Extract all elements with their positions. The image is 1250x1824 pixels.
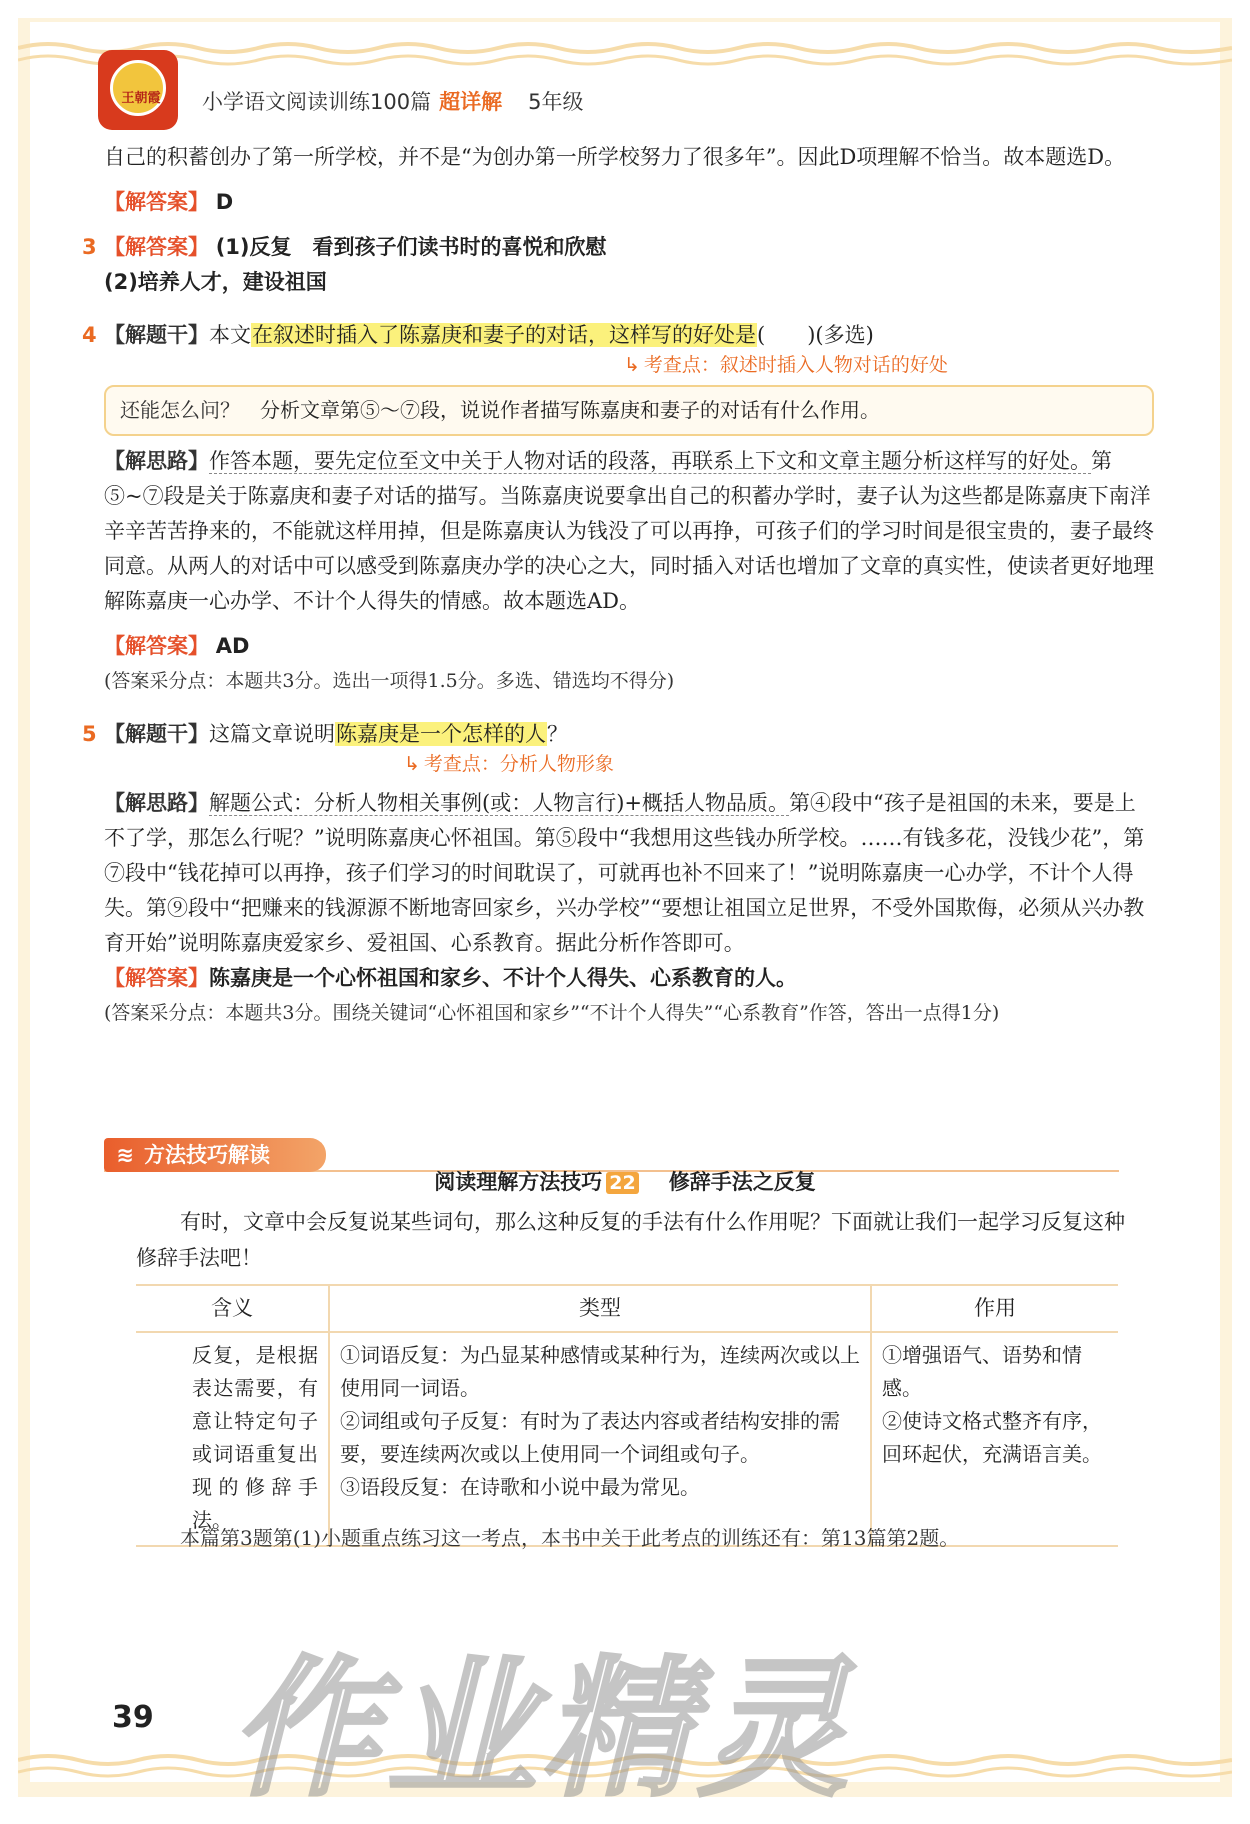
rhetoric-table	[136, 1284, 1118, 1547]
q4-exam-point-note	[104, 353, 1154, 377]
intro-answer	[104, 185, 1154, 220]
meaning-text: 反复，是根据表达需要，有意让特定句子或词语重复出现的修辞手法。	[192, 1343, 318, 1532]
q4-thinking-rest: 第⑤~⑦段是关于陈嘉庚和妻子对话的描写。当陈嘉庚说要拿出自己的积蓄办学时，妻子认为这些都是陈嘉庚下南洋辛辛苦苦挣来的，不能就这样用掉，但是陈嘉庚认为钱没了可以再挣，可孩子们的学习时间是很宝贵的，妻子最终同意。从两人的对话中可以感受到陈嘉庚办学的决心之大，同时插入对话也增加了文章的真实性，使读者更好地理解陈嘉庚一心办学、不计个人得失的情感。故本题选AD。	[104, 449, 1154, 613]
alt-question-label: 还能怎么问？	[120, 398, 240, 422]
answer-value: D	[215, 190, 234, 214]
q5-number: 5	[82, 722, 97, 746]
q5-thinking	[104, 786, 1154, 961]
method-title	[0, 1166, 1250, 1196]
q3-answer	[82, 230, 1154, 265]
method-footnote: 本篇第3题第(1)小题重点练习这一考点，本书中关于此考点的训练还有：第13篇第2题。	[180, 1526, 960, 1550]
q4-stem-suffix: ( )(多选)	[757, 323, 874, 347]
q4-answer	[104, 629, 1154, 664]
q5-answer-value: 陈嘉庚是一个心怀祖国和家乡、不计个人得失、心系教育的人。	[209, 966, 797, 990]
q5-stem-prefix: 这篇文章说明	[209, 722, 335, 746]
q5-stem-tag: 【解题干】	[104, 722, 209, 746]
table-header: 作用	[871, 1285, 1118, 1332]
q5-stem	[82, 717, 1154, 752]
q5-answer	[104, 961, 1154, 996]
q5-note-text: 考查点：分析人物形象	[423, 753, 614, 775]
q5-thinking-tag: 【解思路】	[104, 791, 209, 815]
method-intro	[136, 1204, 1126, 1276]
watermark: 作业精灵	[230, 1643, 855, 1817]
q3-answer-tag: 【解答案】	[104, 235, 209, 259]
menu-lines-icon: ≋	[116, 1143, 134, 1167]
book-logo	[98, 50, 178, 130]
q5-stem-suffix: ？	[547, 722, 568, 746]
q5-exam-point-note	[104, 752, 1154, 776]
table-cell-meaning	[136, 1332, 329, 1546]
book-title-highlight: 超详解	[439, 90, 503, 114]
table-cell-effects	[871, 1332, 1118, 1546]
logo-text: 王朝霞	[121, 91, 161, 106]
q5-thinking-first: 解题公式：分析人物相关事例(或：人物言行)+概括人物品质。	[209, 791, 789, 815]
logo-emblem	[110, 60, 166, 116]
method-title-sub: 修辞手法之反复	[668, 1170, 816, 1194]
q5-answer-tag: 【解答案】	[104, 966, 209, 990]
q4-stem	[82, 318, 1154, 353]
header-title	[202, 86, 583, 116]
answer-tag: 【解答案】	[104, 190, 209, 214]
effect-item: ①增强语气、语势和情感。	[882, 1343, 1082, 1400]
grade-label: 5年级	[528, 90, 584, 114]
q4-thinking-tag: 【解思路】	[104, 449, 209, 473]
effect-item: ②使诗文格式整齐有序，回环起伏，充满语言美。	[882, 1409, 1102, 1466]
q4-answer-value: AD	[215, 634, 250, 658]
q4-stem-prefix: 本文	[209, 323, 251, 347]
type-item: ③语段反复：在诗歌和小说中最为常见。	[340, 1475, 700, 1499]
type-item: ①词语反复：为凸显某种感情或某种行为，连续两次或以上使用同一词语。	[340, 1343, 860, 1400]
q4-stem-highlight: 在叙述时插入了陈嘉庚和妻子的对话，这样写的好处是	[252, 323, 756, 347]
book-title: 小学语文阅读训练100篇	[202, 90, 432, 114]
main-content	[82, 140, 1154, 1031]
page-number: 39	[112, 1700, 154, 1735]
top-wave-decoration	[18, 18, 1232, 88]
table-header: 类型	[329, 1285, 871, 1332]
table-cell-types	[329, 1332, 871, 1546]
q3-number: 3	[82, 235, 97, 259]
q4-stem-tag: 【解题干】	[104, 323, 209, 347]
type-item: ②词组或句子反复：有时为了表达内容或者结构安排的需要，要连续两次或以上使用同一个词组或句子。	[340, 1409, 840, 1466]
table-row	[136, 1332, 1118, 1546]
alt-question-text: 分析文章第⑤～⑦段，说说作者描写陈嘉庚和妻子的对话有什么作用。	[260, 398, 880, 422]
q5-stem-highlight: 陈嘉庚是一个怎样的人	[336, 722, 546, 746]
q4-score-note: (答案采分点：本题共3分。选出一项得1.5分。多选、错选均不得分)	[104, 670, 675, 692]
q4-alt-question-box	[104, 385, 1154, 436]
table-header-row	[136, 1285, 1118, 1332]
q4-answer-tag: 【解答案】	[104, 634, 209, 658]
q3-line1: (1)反复 看到孩子们读书时的喜悦和欣慰	[215, 235, 607, 259]
intro-paragraph: 自己的积蓄创办了第一所学校，并不是“为创办第一所学校努力了很多年”。因此D项理解不恰当。故本题选D。	[104, 145, 1126, 169]
q5-score-note: (答案采分点：本题共3分。围绕关键词“心怀祖国和家乡”“不计个人得失”“心系教育”作答，答出一点得1分)	[104, 1002, 1000, 1024]
q4-thinking-first: 作答本题，要先定位至文中关于人物对话的段落，再联系上下文和文章主题分析这样写的好处。	[209, 449, 1091, 473]
method-title-prefix: 阅读理解方法技巧	[434, 1170, 603, 1194]
q4-number: 4	[82, 323, 97, 347]
method-intro-text: 有时，文章中会反复说某些词句，那么这种反复的手法有什么作用呢？下面就让我们一起学习反复这种修辞手法吧！	[136, 1210, 1125, 1270]
q5-thinking-rest: 第④段中“孩子是祖国的未来，要是上不了学，那怎么行呢？”说明陈嘉庚心怀祖国。第⑤段中“我想用这些钱办所学校。……有钱多花，没钱少花”，第⑦段中“钱花掉可以再挣，孩子们学习的时间耽误了，可就再也补不回来了！”说明陈嘉庚一心办学，不计个人得失。第⑨段中“把赚来的钱源源不断地寄回家乡，兴办学校”“要想让祖国立足世界，不受外国欺侮，必须从兴办教育开始”说明陈嘉庚爱家乡、爱祖国、心系教育。据此分析作答即可。	[104, 791, 1145, 955]
q4-thinking	[104, 444, 1154, 619]
table-header: 含义	[136, 1285, 329, 1332]
q4-note-text: 考查点：叙述时插入人物对话的好处	[643, 354, 948, 376]
method-title-number: 22	[606, 1172, 638, 1194]
q3-line2: (2)培养人才，建设祖国	[104, 270, 327, 294]
method-banner-label: 方法技巧解读	[144, 1143, 270, 1167]
hook-arrow-icon: ↳	[624, 354, 640, 376]
hook-arrow-icon: ↳	[404, 753, 420, 775]
